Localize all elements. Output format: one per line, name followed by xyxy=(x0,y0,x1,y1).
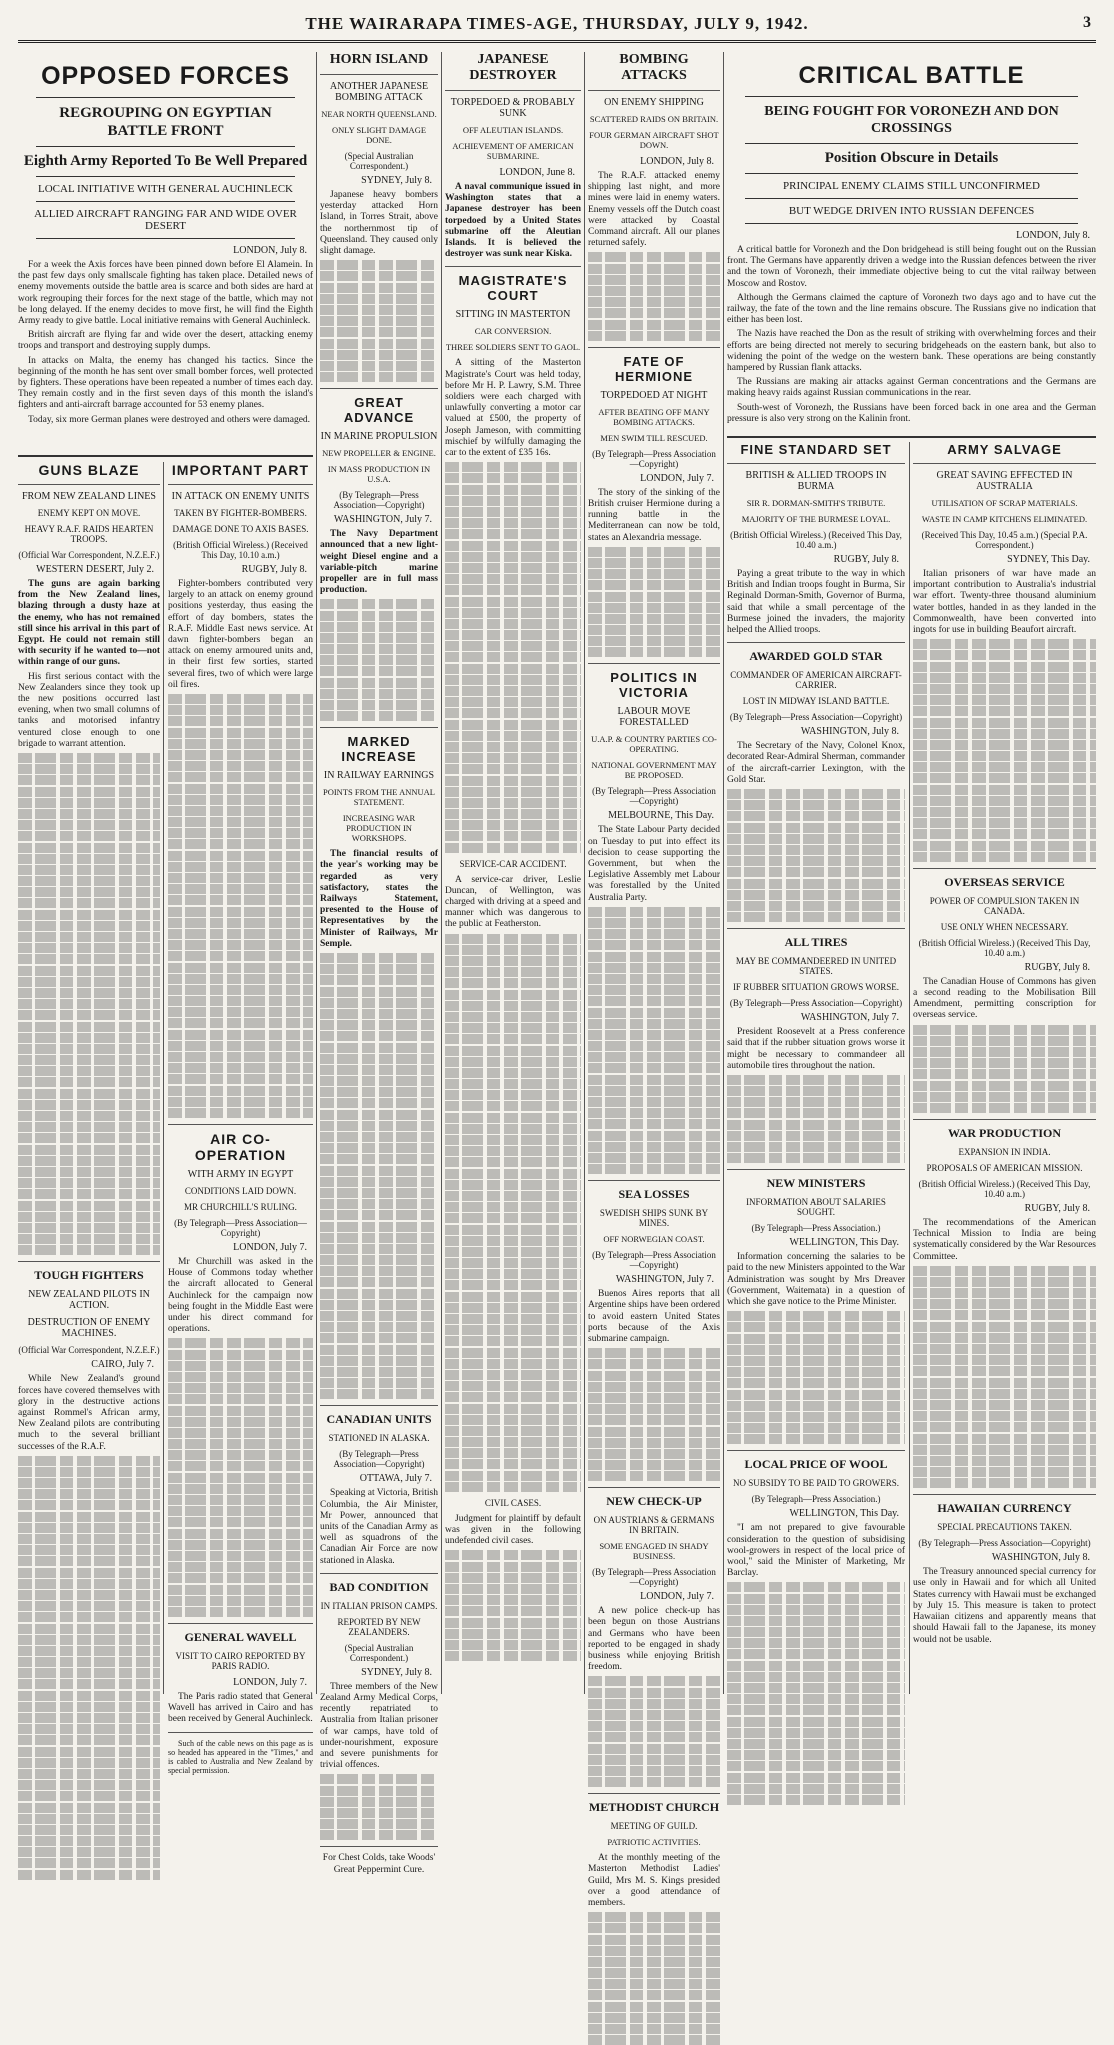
deck: NEW ZEALAND PILOTS IN ACTION. xyxy=(28,1289,150,1312)
credit: (By Telegraph—Press Association—Copyright) xyxy=(592,786,716,807)
deck: BRITISH & ALLIED TROOPS IN BURMA xyxy=(745,470,887,492)
paragraph: The guns are again barking from the New Zealand lines, blazing through a dusty haze at the enemy, who has not remained still since his arrival in this part of Egypt. He could not remain still with security if he wanted to—not within range of our guns. xyxy=(18,579,160,668)
credit: (Special Australian Correspondent.) xyxy=(344,1642,414,1663)
deck: IF RUBBER SITUATION GROWS WORSE. xyxy=(732,982,900,993)
deck: LOCAL INITIATIVE WITH GENERAL AUCHINLECK xyxy=(38,183,293,195)
headline: NEW MINISTERS xyxy=(766,1176,866,1191)
dateline: RUGBY, July 8. xyxy=(241,564,307,575)
deck: SPECIAL PRECAUTIONS TAKEN. xyxy=(937,1522,1072,1533)
paragraph: Three members of the New Zealand Army Medical Corps, recently repatriated to Australia from Italian prisoner of war camps, have told of under-nourishment, exposure and severe punishments for trivial offences. xyxy=(320,1681,438,1771)
text-filler xyxy=(168,1338,313,1617)
deck: ONLY SLIGHT DAMAGE DONE. xyxy=(331,125,427,145)
headline: BAD CONDITION xyxy=(329,1579,429,1594)
dateline: LONDON, July 8. xyxy=(640,156,714,167)
paragraph: A sitting of the Masterton Magistrate's Court was held today, before Mr H. P. Lawry, S.M. Three soldiers were each charged with unlawfully converting a motor car valued at £500, the property of Joseph Jameson, with committing mischief by wilfully damaging the car to the extent of £35 16s. xyxy=(445,358,581,459)
deck: FROM NEW ZEALAND LINES xyxy=(22,491,156,502)
text-filler xyxy=(913,1266,1096,1489)
headline: FATE OF HERMIONE xyxy=(614,353,694,384)
divider xyxy=(18,455,313,457)
deck: FOUR GERMAN AIRCRAFT SHOT DOWN. xyxy=(589,130,719,150)
dateline: LONDON, July 7. xyxy=(233,1676,307,1688)
paragraph: The financial results of the year's working may be regarded as very satisfactory, states the Railways Statement, presented to the House of Representatives by the Minister of Railways, Mr Semple. xyxy=(320,849,438,949)
text-filler xyxy=(913,639,1096,862)
paragraph: The Navy Department announced that a new light-weight Diesel engine and a variable-pitch marine propeller are in full mass production. xyxy=(320,529,438,596)
paragraph: South-west of Voronezh, the Russians have been forced back in one area and the German pressure is also very strong on the Kalinin front. xyxy=(727,402,1096,424)
text-filler xyxy=(588,547,720,658)
paragraph: Judgment for plaintiff by default was given in the following undefended civil cases. xyxy=(445,1513,581,1547)
dateline: SYDNEY, July 8. xyxy=(361,175,432,186)
paragraph: The Russians are making air attacks against German concentrations and the Germans are making heavy raids against Russian communications in the rear. xyxy=(727,377,1096,399)
column-5 xyxy=(588,52,720,1908)
paragraph: Mr Churchill was asked in the House of Commons today whether the aircraft allocated to General Auchinleck for the campaign now being fought in the Middle East were under his direct command for operations. xyxy=(168,1256,313,1335)
dateline: LONDON, July 7. xyxy=(640,1591,714,1603)
paragraph: A new police check-up has been begun on those Austrians and Germans who have been reported to be engaged in shady business while enjoying British freedom. xyxy=(588,1606,720,1673)
deck: REGROUPING ON EGYPTIAN BATTLE FRONT xyxy=(59,105,272,139)
headline: GUNS BLAZE xyxy=(38,462,140,478)
paragraph: At the monthly meeting of the Masterton Methodist Ladies' Guild, Mrs M. S. Kings presided over a good attendance of members. xyxy=(588,1853,720,1908)
deck: PRINCIPAL ENEMY CLAIMS STILL UNCONFIRMED xyxy=(783,180,1040,192)
deck: ACHIEVEMENT OF AMERICAN SUBMARINE. xyxy=(452,141,574,161)
dateline: LONDON, July 7. xyxy=(640,472,714,484)
headline: MARKED INCREASE xyxy=(341,734,417,765)
subhead: CIVIL CASES. xyxy=(484,1497,542,1508)
article-opposed-forces xyxy=(18,54,313,452)
paragraph: Information concerning the salaries to be paid to the new Ministers appointed to the War Administration was sought by Mrs Dreaver (Government, Waitemata) in a question of which she gave notice to the Prime Minister. xyxy=(727,1252,905,1308)
text-filler xyxy=(727,1582,905,1805)
deck: MR CHURCHILL'S RULING. xyxy=(184,1201,297,1212)
headline: LOCAL PRICE OF WOOL xyxy=(744,1457,888,1472)
deck: VISIT TO CAIRO REPORTED BY PARIS RADIO. xyxy=(175,1650,306,1671)
deck: SCATTERED RAIDS ON BRITAIN. xyxy=(589,114,719,124)
text-filler xyxy=(320,260,438,382)
paragraph: Fighter-bombers contributed very largely to an attack on enemy ground positions yesterday, thus easing the effort of day bombers, states the R.A.F. Middle East news service. At dawn fighter-bombers began an attack on enemy armoured units and, in their first few sorties, started several fires, two of which were large oil fires. xyxy=(168,579,313,690)
text-filler xyxy=(727,1075,905,1163)
deck: INFORMATION ABOUT SALARIES SOUGHT. xyxy=(746,1197,886,1218)
deck: TAKEN BY FIGHTER-BOMBERS. xyxy=(174,508,307,518)
column-3 xyxy=(320,52,438,1875)
credit: (By Telegraph—Press Association—Copyright) xyxy=(729,712,903,723)
column-rule xyxy=(316,52,317,1694)
paragraph: "I am not prepared to give favourable consideration to the question of subsidising wool-growers in respect of the local price of wool," said the Minister of Marketing, Mr Barclay. xyxy=(727,1523,905,1579)
deck: WASTE IN CAMP KITCHENS ELIMINATED. xyxy=(921,514,1088,524)
deck: IN MASS PRODUCTION IN U.S.A. xyxy=(327,464,431,485)
headline: SEA LOSSES xyxy=(618,1187,690,1202)
deck: NEW PROPELLER & ENGINE. xyxy=(322,448,436,459)
text-filler xyxy=(18,753,160,1255)
paragraph: Speaking at Victoria, British Columbia, the Air Minister, Mr Power, announced that units of the Canadian Army as well as squadrons of the Canadian Air Force are now stationed in Alaska. xyxy=(320,1488,438,1566)
credit: (By Telegraph—Press Association—Copyright) xyxy=(333,1449,425,1470)
deck: MAJORITY OF THE BURMESE LOYAL. xyxy=(741,514,891,524)
deck: MAY BE COMMANDEERED IN UNITED STATES. xyxy=(735,956,897,977)
text-filler xyxy=(445,1550,581,1661)
credit: (British Official Wireless.) (Received This Day, 10.40 a.m.) xyxy=(730,530,902,550)
paragraph: Buenos Aires reports that all Argentine ships have been ordered to avoid eastern United States ports because of the Axis submarine campaign. xyxy=(588,1289,720,1344)
text-filler xyxy=(320,1774,438,1840)
paragraph: The story of the sinking of the British cruiser Hermione during a running battle in the Mediterranean can now be told, states an Alexandria message. xyxy=(588,487,720,543)
deck: NATIONAL GOVERNMENT MAY BE PROPOSED. xyxy=(591,760,717,781)
dateline: LONDON, July 7. xyxy=(233,1241,307,1253)
headline: HORN ISLAND xyxy=(329,52,429,67)
text-filler xyxy=(727,1311,905,1444)
deck: EXPANSION IN INDIA. xyxy=(958,1146,1051,1157)
deck: SITTING IN MASTERTON xyxy=(455,309,571,321)
deck: Eighth Army Reported To Be Well Prepared xyxy=(23,153,308,169)
text-filler xyxy=(588,1348,720,1481)
credit: (By Telegraph—Press Association—Copyright) xyxy=(174,1217,307,1238)
paragraph: The State Labour Party decided on Tuesday to put into effect its decision to cease supporting the Government, but when the Legislative Assembly met Labour was forestalled by the United Australia Party. xyxy=(588,825,720,903)
deck: POWER OF COMPULSION TAKEN IN CANADA. xyxy=(929,895,1080,916)
deck: ENEMY KEPT ON MOVE. xyxy=(37,508,141,518)
text-filler xyxy=(320,599,438,721)
deck: BUT WEDGE DRIVEN INTO RUSSIAN DEFENCES xyxy=(788,205,1035,217)
headline: TOUGH FIGHTERS xyxy=(34,1268,144,1283)
deck: SIR R. DORMAN-SMITH'S TRIBUTE. xyxy=(746,498,886,508)
credit: (By Telegraph—Press Association—Copyright) xyxy=(333,490,425,511)
dateline: MELBOURNE, This Day. xyxy=(608,810,714,822)
paragraph: British aircraft are flying far and wide over the desert, attacking enemy troops and transport and destroying supply dumps. xyxy=(18,330,313,352)
dateline: WELLINGTON, This Day. xyxy=(789,1237,899,1249)
column-6 xyxy=(727,442,905,1694)
dateline: WASHINGTON, July 7. xyxy=(333,514,432,526)
headline: AIR CO-OPERATION xyxy=(194,1130,287,1163)
text-filler xyxy=(588,252,720,340)
page-number: 3 xyxy=(1083,14,1092,31)
deck: ON ENEMY SHIPPING xyxy=(604,97,704,108)
credit: (By Telegraph—Press Association.) xyxy=(751,1494,881,1505)
credit: (By Telegraph—Press Association—Copyright) xyxy=(592,1250,716,1271)
dateline: SYDNEY, This Day. xyxy=(1007,554,1090,565)
advertisement: For Chest Colds, take Woods' Great Peppermint Cure. xyxy=(322,1853,436,1875)
column-rule xyxy=(163,462,164,1694)
dateline: RUGBY, July 8. xyxy=(1024,1202,1090,1214)
credit: (British Official Wireless.) (Received This Day, 10.40 a.m.) xyxy=(918,937,1091,958)
deck: REPORTED BY NEW ZEALANDERS. xyxy=(337,1616,421,1637)
headline: ARMY SALVAGE xyxy=(947,442,1062,457)
paragraph: His first serious contact with the New Zealanders since they took up the new positions occurred last evening, when two small columns of tanks and motorised infantry ventured close enough to one brigade to warrant attention. xyxy=(18,671,160,749)
deck: SOME ENGAGED IN SHADY BUSINESS. xyxy=(599,1541,709,1562)
deck: THREE SOLDIERS SENT TO GAOL. xyxy=(445,342,581,353)
credit: (By Telegraph—Press Association—Copyright) xyxy=(592,448,716,469)
text-filler xyxy=(727,789,905,922)
deck: TORPEDOED AT NIGHT xyxy=(600,389,708,401)
text-filler xyxy=(445,934,581,1492)
deck: GREAT SAVING EFFECTED IN AUSTRALIA xyxy=(936,470,1073,492)
text-filler xyxy=(18,1456,160,1880)
dateline: WASHINGTON, July 8. xyxy=(991,1552,1090,1564)
deck: USE ONLY WHEN NECESSARY. xyxy=(940,921,1069,932)
text-filler xyxy=(913,1025,1096,1113)
deck: LABOUR MOVE FORESTALLED xyxy=(617,706,691,729)
deck: PATRIOTIC ACTIVITIES. xyxy=(607,1837,701,1848)
dateline: WASHINGTON, July 7. xyxy=(800,1012,899,1024)
dateline: WESTERN DESERT, July 2. xyxy=(36,564,154,575)
column-rule xyxy=(441,52,442,1694)
text-filler xyxy=(588,1912,720,2045)
deck: LOST IN MIDWAY ISLAND BATTLE. xyxy=(742,696,890,707)
headline: OVERSEAS SERVICE xyxy=(944,874,1065,889)
paragraph: Paying a great tribute to the way in which British and Indian troops fought in Burma, Sir Reginald Dorman-Smith, Governor of Burma, said that while a small percentage of the Burmese joined the invaders, the majority helped the Allied troops. xyxy=(727,569,905,636)
headline: HAWAIIAN CURRENCY xyxy=(937,1501,1072,1516)
headline: MAGISTRATE'S COURT xyxy=(458,273,568,304)
paragraph: Today, six more German planes were destroyed and others were damaged. xyxy=(28,414,311,425)
dateline: WASHINGTON, July 8. xyxy=(800,726,899,738)
deck: POINTS FROM THE ANNUAL STATEMENT. xyxy=(322,787,435,808)
headline: AWARDED GOLD STAR xyxy=(749,649,883,664)
paragraph: The Treasury announced special currency for use only in Hawaii and for which all United States currency with Hawaii must be exchanged by July 15. This measure is taken to protect Hawaiian citizens and apparently means that should Hawaii fall to the Japanese, its money would not be usable. xyxy=(913,1567,1096,1645)
dateline: WELLINGTON, This Day. xyxy=(789,1508,899,1520)
headline: JAPANESE DESTROYER xyxy=(469,52,557,83)
column-rule xyxy=(909,442,910,1694)
deck: WITH ARMY IN EGYPT xyxy=(187,1168,294,1180)
headline: NEW CHECK-UP xyxy=(606,1494,702,1509)
dateline: RUGBY, July 8. xyxy=(1024,961,1090,973)
headline: WAR PRODUCTION xyxy=(947,1125,1061,1140)
paragraph: A service-car driver, Leslie Duncan, of Wellington, was charged with driving at a speed and manner which was dangerous to the public at Featherston. xyxy=(445,874,581,930)
article-critical-battle xyxy=(727,54,1096,432)
subhead: SERVICE-CAR ACCIDENT. xyxy=(459,858,567,869)
deck: STATIONED IN ALASKA. xyxy=(328,1433,430,1444)
credit: (British Official Wireless.) (Received This Day, 10.10 a.m.) xyxy=(173,540,308,560)
masthead-title: THE WAIRARAPA TIMES-AGE, THURSDAY, JULY 9, 1942. xyxy=(305,14,809,33)
deck: ANOTHER JAPANESE BOMBING ATTACK xyxy=(329,81,429,103)
paragraph: Italian prisoners of war have made an important contribution to Australia's industrial war effort. Twenty-three thousand aluminium water bottles, handed in as they landed in the Commonwealth, have been converted into ingots for use in building Beaufort aircraft. xyxy=(913,569,1096,636)
headline: GENERAL WAVELL xyxy=(184,1629,297,1644)
paragraph: The Canadian House of Commons has given a second reading to the Mobilisation Bill Amendment, permitting conscription for overseas service. xyxy=(913,976,1096,1021)
paragraph: While New Zealand's ground forces have covered themselves with glory in the destructive actions against Rommel's African army, New Zealand pilots are contributing much to the several brilliant successes of the R.A.F. xyxy=(18,1374,160,1452)
deck: NEAR NORTH QUEENSLAND. xyxy=(321,109,437,119)
headline: OPPOSED FORCES xyxy=(41,62,290,90)
dateline: LONDON, June 8. xyxy=(499,167,575,178)
deck: INCREASING WAR PRODUCTION IN WORKSHOPS. xyxy=(342,813,416,844)
deck: HEAVY R.A.F. RAIDS HEARTEN TROOPS. xyxy=(24,524,154,544)
deck: Position Obscure in Details xyxy=(824,150,999,166)
deck: OFF ALEUTIAN ISLANDS. xyxy=(462,125,564,135)
column-7 xyxy=(913,442,1096,1694)
text-filler xyxy=(588,1676,720,1787)
headline: ALL TIRES xyxy=(784,935,848,950)
deck: TORPEDOED & PROBABLY SUNK xyxy=(450,97,576,119)
deck: DESTRUCTION OF ENEMY MACHINES. xyxy=(27,1317,151,1340)
text-filler xyxy=(588,907,720,1174)
deck: OFF NORWEGIAN COAST. xyxy=(603,1234,705,1245)
notice: Such of the cable news on this page as is so headed has appeared in the "Times," and is cabled to Australia and New Zealand by special permission. xyxy=(168,1738,313,1775)
deck: COMMANDER OF AMERICAN AIRCRAFT-CARRIER. xyxy=(730,670,902,691)
paragraph: Japanese heavy bombers yesterday attacked Horn Island, in Torres Strait, above the northernmost tip of Queensland. They caused only slight damage. xyxy=(320,190,438,257)
credit: (By Telegraph—Press Association—Copyright) xyxy=(592,1567,716,1588)
text-filler xyxy=(168,694,313,1118)
deck: NO SUBSIDY TO BE PAID TO GROWERS. xyxy=(733,1478,899,1489)
headline: BOMBING ATTACKS xyxy=(619,52,689,83)
dateline: CAIRO, July 7. xyxy=(91,1359,154,1371)
deck: PROPOSALS OF AMERICAN MISSION. xyxy=(926,1162,1083,1173)
paragraph: President Roosevelt at a Press conference said that if the rubber situation grows worse it might be necessary to commandeer all automobile tires throughout the nation. xyxy=(727,1027,905,1071)
deck: CONDITIONS LAID DOWN. xyxy=(184,1185,297,1196)
deck: U.A.P. & COUNTRY PARTIES CO-OPERATING. xyxy=(591,734,717,755)
column-rule xyxy=(723,52,724,1694)
paragraph: The R.A.F. attacked enemy shipping last night, and more mines were laid in enemy waters. Enemy vessels off the Dutch coast were attacked by Coastal Command aircraft. All our planes returned safely. xyxy=(588,171,720,249)
credit: (Official War Correspondent, N.Z.E.F.) xyxy=(18,550,160,560)
deck: MEN SWIM TILL RESCUED. xyxy=(600,432,708,443)
deck: UTILISATION OF SCRAP MATERIALS. xyxy=(931,498,1078,508)
paragraph: Although the Germans claimed the capture of Voronezh two days ago and to have cut the railway, the fate of the town and the line remains obscure. The Russians give no indication that either has been lost. xyxy=(727,292,1096,326)
column-1 xyxy=(18,462,160,1694)
deck: SWEDISH SHIPS SUNK BY MINES. xyxy=(599,1208,709,1229)
deck: IN ITALIAN PRISON CAMPS. xyxy=(320,1600,438,1611)
headline: CANADIAN UNITS xyxy=(326,1412,432,1427)
deck: DAMAGE DONE TO AXIS BASES. xyxy=(172,524,309,534)
deck: IN RAILWAY EARNINGS xyxy=(323,770,435,782)
paragraph: In attacks on Malta, the enemy has changed his tactics. Since the beginning of the month he has sent over small bomber forces, well protected by fighters. These operations have been repeated a number of times each day. They remain costly and in the first seven days of this month the island's fighters and anti-aircraft barrage accounted for 53 enemy planes. xyxy=(18,355,313,411)
dateline: SYDNEY, July 8. xyxy=(361,1666,432,1678)
paragraph: A naval communique issued in Washington states that a Japanese destroyer has been torpedoed by a United States submarine off the Aleutian Islands. It is believed the destroyer was sunk near Kiska. xyxy=(445,182,581,260)
deck: MEETING OF GUILD. xyxy=(610,1821,698,1832)
column-rule xyxy=(584,52,585,1694)
credit: (By Telegraph—Press Association.) xyxy=(751,1223,881,1234)
headline: GREAT ADVANCE xyxy=(343,395,415,426)
paragraph: The Secretary of the Navy, Colonel Knox, decorated Rear-Admiral Sherman, commander of the aircraft-carrier Lexington, with the Gold Star. xyxy=(727,741,905,785)
dateline: LONDON, July 8. xyxy=(233,245,307,256)
text-filler xyxy=(320,953,438,1399)
deck: IN ATTACK ON ENEMY UNITS xyxy=(171,491,310,502)
deck: BEING FOUGHT FOR VORONEZH AND DON CROSSINGS xyxy=(764,104,1059,136)
paragraph: A critical battle for Voronezh and the Don bridgehead is still being fought out on the Russian front. The Germans have apparently driven a wedge into the Russian defences between the river and the town of Voronezh, their immediate objective being to cut the vital railway between Moscow and Rostov. xyxy=(727,245,1096,289)
paragraph: The Nazis have reached the Don as the result of striking with overwhelming forces and their efforts are being directed not merely to securing bridgeheads on the eastern bank, but also to widening the point of the wedge on the western bank. These operations are being constantly hampered by Russian flank attacks. xyxy=(727,329,1096,374)
credit: (Received This Day, 10.45 a.m.) (Special P.A. Correspondent.) xyxy=(921,530,1088,550)
credit: (By Telegraph—Press Association—Copyright) xyxy=(729,998,903,1009)
deck: CAR CONVERSION. xyxy=(474,326,552,337)
paragraph: The recommendations of the American Technical Mission to India are being systematically considered by the War Resources Committee. xyxy=(913,1217,1096,1262)
column-4 xyxy=(445,52,581,1694)
deck: IN MARINE PROPULSION xyxy=(320,431,438,443)
dateline: WASHINGTON, July 7. xyxy=(615,1274,714,1286)
credit: (Special Australian Correspondent.) xyxy=(344,151,414,171)
paragraph: The Paris radio stated that General Wavell has arrived in Cairo and has been received by General Auchinleck. xyxy=(168,1691,313,1725)
headline: METHODIST CHURCH xyxy=(588,1800,720,1815)
dateline: LONDON, July 8. xyxy=(1016,230,1090,241)
text-filler xyxy=(445,462,581,852)
credit: (British Official Wireless.) (Received This Day, 10.40 a.m.) xyxy=(918,1178,1091,1199)
paragraph: For a week the Axis forces have been pinned down before El Alamein. In the past few days only smallscale fighting has taken place. Detailed news of enemy movements outside the battle area is scarce and both sides are hard at work regrouping their forces for the next stage of the battle, which may not be long delayed. If the enemy decides to move first, he will find the Eighth Army ready to give battle. Local initiative remains with General Auchinleck. xyxy=(18,260,313,327)
credit: (Official War Correspondent, N.Z.E.F.) xyxy=(18,1345,160,1356)
credit: (By Telegraph—Press Association—Copyright) xyxy=(918,1538,1091,1549)
deck: ALLIED AIRCRAFT RANGING FAR AND WIDE OVER DESERT xyxy=(34,208,297,232)
deck: AFTER BEATING OFF MANY BOMBING ATTACKS. xyxy=(598,406,710,427)
deck: ON AUSTRIANS & GERMANS IN BRITAIN. xyxy=(593,1515,715,1536)
headline: IMPORTANT PART xyxy=(171,462,310,478)
column-2 xyxy=(168,462,313,1775)
headline: POLITICS IN VICTORIA xyxy=(610,670,698,701)
masthead xyxy=(18,14,1096,43)
dateline: RUGBY, July 8. xyxy=(833,554,899,565)
headline: CRITICAL BATTLE xyxy=(798,62,1025,89)
dateline: OTTAWA, July 7. xyxy=(359,1473,432,1485)
divider xyxy=(727,436,1096,438)
headline: FINE STANDARD SET xyxy=(740,442,892,457)
